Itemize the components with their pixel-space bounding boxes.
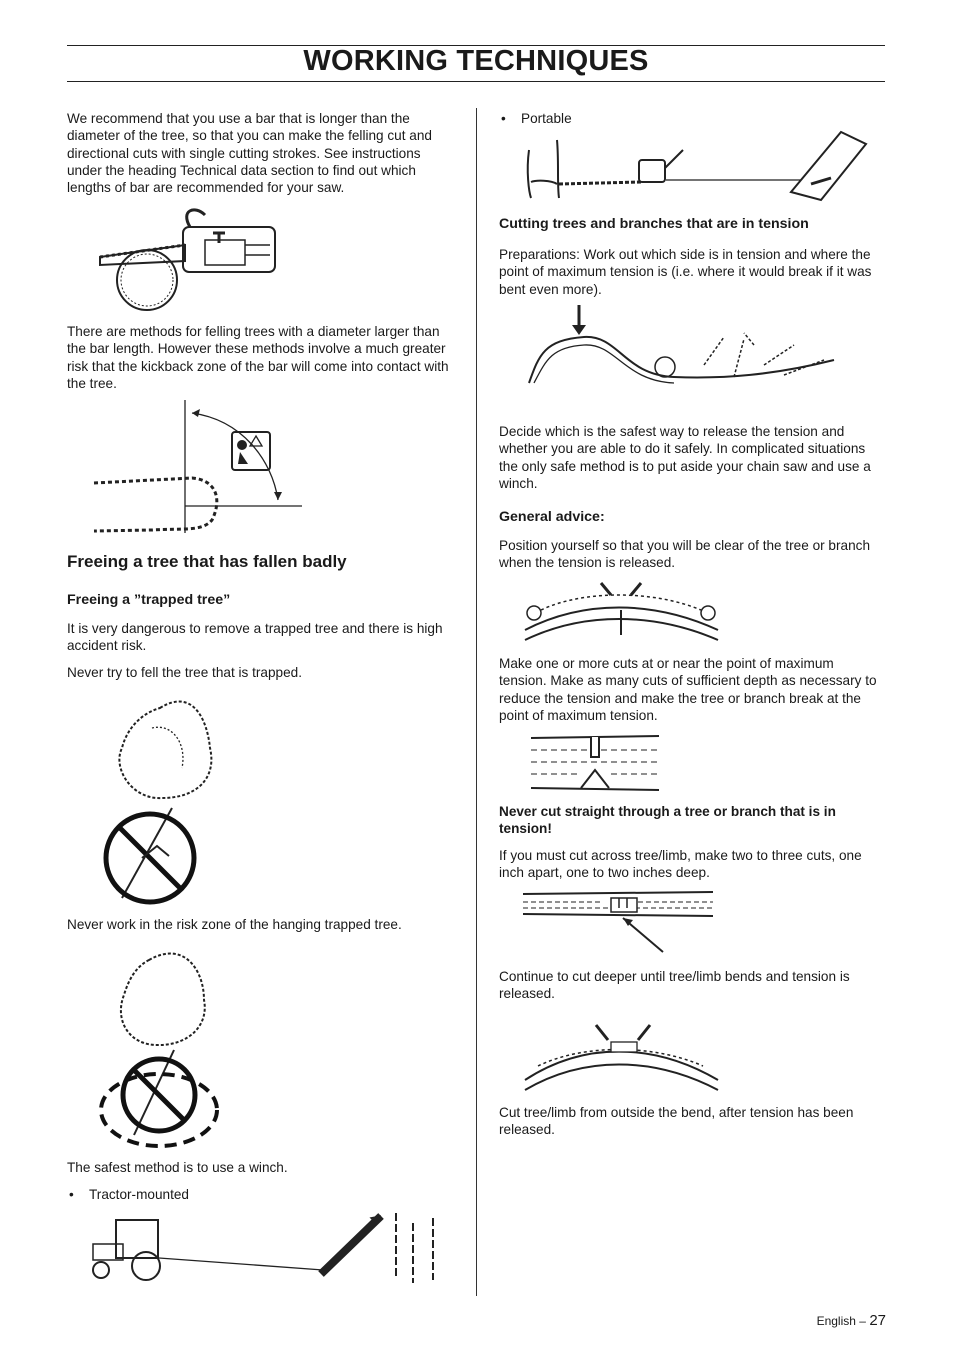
right-column [499,110,885,1138]
three-cuts-illustration [523,890,718,960]
danger-paragraph: It is very dangerous to remove a trapped tree and there is high accident risk. [67,621,443,654]
risk-zone-prohibition-illustration [89,940,269,1150]
freeing-tree-heading: Freeing a tree that has fallen badly [67,552,347,571]
header-bottom-rule [67,81,885,82]
position-paragraph: Position yourself so that you will be clear of the tree or branch when the tension is released. [499,538,871,571]
cut-notch-illustration [531,732,661,792]
portable-winch-illustration [521,132,871,202]
tension-branch-illustration [524,305,844,390]
tractor-bullet: • Tractor-mounted [67,1186,475,1203]
risk-zone-paragraph: Never work in the risk zone of the hanging trapped tree. [67,917,402,932]
decide-safest-paragraph: Decide which is the safest way to release the tension and whether you are able to do it safely. In complicated situations the only safe method is to put aside your chain saw and use a winch. [499,424,871,491]
trapped-tree-subheading: Freeing a ”trapped tree” [67,592,231,608]
page-title: WORKING TECHNIQUES [303,45,649,77]
position-clear-illustration [523,580,723,645]
never-cut-warning: Never cut straight through a tree or branch that is in tension! [499,804,836,837]
tension-heading: Cutting trees and branches that are in tension [499,216,809,232]
general-advice-heading: General advice: [499,509,605,525]
release-tension-illustration [523,1022,723,1094]
cut-across-paragraph: If you must cut across tree/limb, make two to three cuts, one inch apart, one to two inches deep. [499,848,862,881]
make-cuts-paragraph: Make one or more cuts at or near the point of maximum tension. Make as many cuts of sufficient depth as necessary to reduce the tension and make the tree or branch break at the point of maximum tension. [499,656,877,723]
cut-outside-paragraph: Cut tree/limb from outside the bend, after tension has been released. [499,1105,854,1138]
left-column [67,110,453,1202]
footer-language: English [816,1314,856,1328]
large-diameter-paragraph: There are methods for felling trees with a diameter larger than the bar length. However these methods involve a much greater risk that the kickback zone of the bar will come into contact with the tree. [67,324,449,391]
continue-cut-paragraph: Continue to cut deeper until tree/limb bends and tension is released. [499,969,850,1002]
footer-dash: – [859,1314,866,1328]
bar-length-paragraph: We recommend that you use a bar that is longer than the diameter of the tree, so that you can make the felling cut and directional cuts with single cutting strokes. See instructions under the heading Technical data section to find out which lengths of bar are recommended for your saw. [67,111,432,196]
kickback-zone-illustration [92,400,307,540]
winch-paragraph: The safest method is to use a winch. [67,1160,288,1175]
portable-bullet: • Portable [499,110,907,127]
preparations-paragraph: Preparations: Work out which side is in tension and where the point of maximum tension is (i.e. where it would break if it was bent even more). [499,247,872,297]
trapped-tree-prohibition-illustration [92,688,262,910]
column-divider [476,108,477,1296]
page-footer [817,1312,886,1329]
page-number: 27 [869,1312,886,1329]
chainsaw-bar-log-illustration [95,205,285,315]
never-fell-paragraph: Never try to fell the tree that is trapped. [67,665,302,680]
tractor-winch-illustration [91,1208,451,1288]
